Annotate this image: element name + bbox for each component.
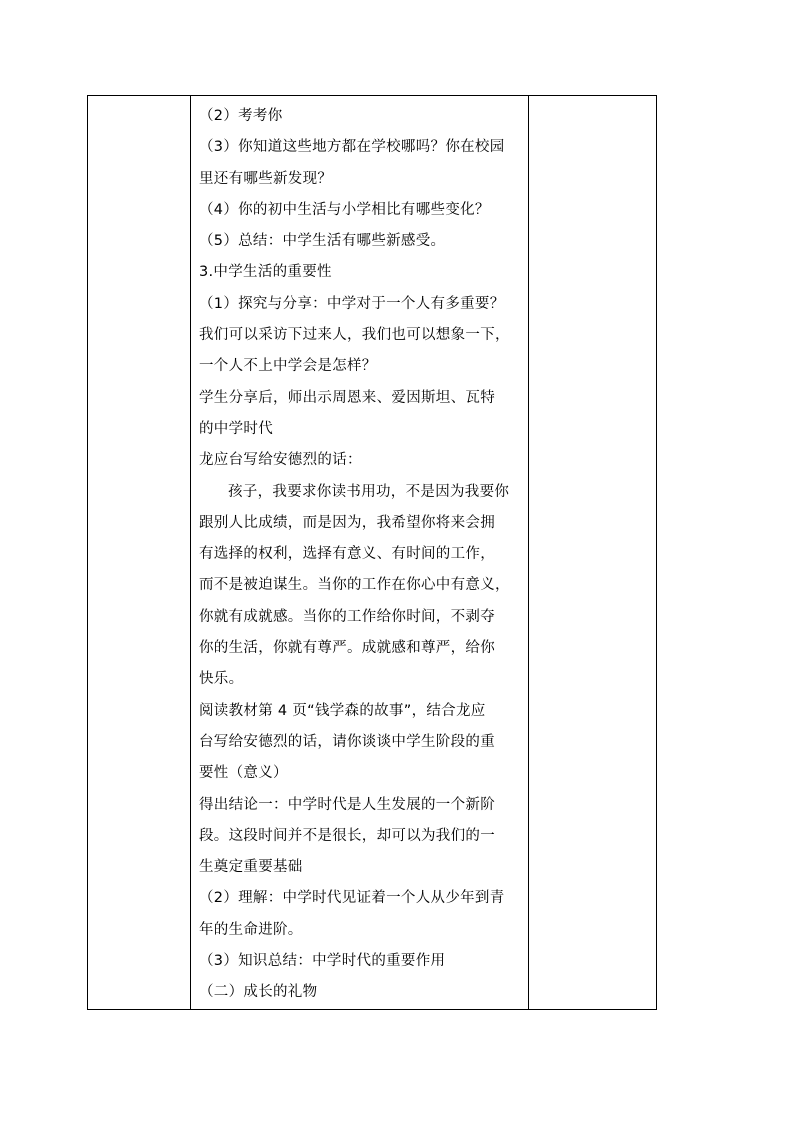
text-line: 阅读教材第 4 页“钱学森的故事”，结合龙应	[199, 702, 486, 719]
teaching-content	[191, 96, 528, 1009]
text-line: （5）总结：中学生活有哪些新感受。	[199, 233, 446, 250]
text-line: 台写给安德烈的话，请你谈谈中学生阶段的重	[199, 733, 495, 750]
left-column-cell	[88, 96, 191, 1010]
text-line: 我们可以采访下过来人，我们也可以想象一下，	[199, 327, 510, 344]
text-line: （2）理解：中学时代见证着一个人从少年到青	[199, 890, 505, 907]
section-heading: 3.中学生活的重要性	[199, 264, 332, 281]
text-line: （2）考考你	[199, 108, 283, 124]
table-row	[88, 96, 657, 1010]
teaching-process-cell	[191, 96, 529, 1010]
right-column-cell	[529, 96, 657, 1010]
text-line: 年的生命进阶。	[199, 921, 303, 938]
text-line: （3）知识总结：中学时代的重要作用	[199, 953, 446, 970]
quote-intro: 龙应台写给安德烈的话：	[199, 452, 362, 469]
text-line: 学生分享后，师出示周恩来、爱因斯坦、瓦特	[199, 389, 495, 406]
text-line: 里还有哪些新发现？	[199, 170, 333, 187]
section-heading: （二）成长的礼物	[199, 984, 318, 1001]
conclusion-line: 段。这段时间并不是很长，却可以为我们的一	[199, 827, 495, 844]
conclusion-line: 得出结论一：中学时代是人生发展的一个新阶	[199, 796, 495, 813]
quote-line: 快乐。	[199, 671, 244, 688]
text-line: （1）探究与分享：中学对于一个人有多重要？	[199, 295, 505, 312]
quote-line: 跟别人比成绩，而是因为，我希望你将来会拥	[199, 514, 495, 531]
quote-line: 你就有成就感。当你的工作给你时间，不剥夺	[199, 608, 495, 625]
quote-line: 孩子，我要求你读书用功，不是因为我要你	[228, 483, 510, 500]
text-line: 要性（意义）	[199, 765, 288, 782]
text-line: 一个人不上中学会是怎样？	[199, 358, 377, 375]
text-line: 的中学时代	[199, 420, 273, 437]
conclusion-line: 生奠定重要基础	[199, 859, 303, 876]
quote-line: 你的生活，你就有尊严。成就感和尊严，给你	[199, 640, 495, 657]
quote-line: 有选择的权利，选择有意义、有时间的工作，	[199, 546, 495, 563]
text-line: （3）你知道这些地方都在学校哪吗？你在校园	[199, 139, 505, 156]
text-line: （4）你的初中生活与小学相比有哪些变化？	[199, 201, 490, 218]
lesson-plan-table	[87, 95, 657, 1010]
quote-line: 而不是被迫谋生。当你的工作在你心中有意义，	[199, 577, 510, 594]
